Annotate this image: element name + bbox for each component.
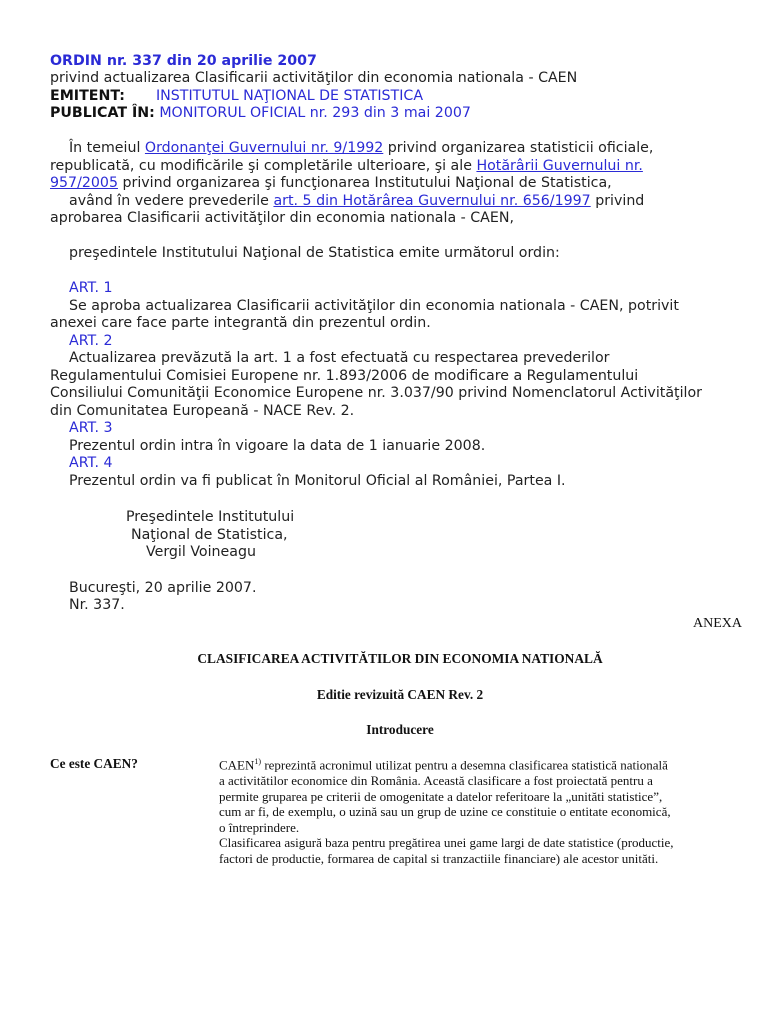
desc-line-4: cum ar fi, de exemplu, o uzină sau un grup de uzine ce constituie o entitate economică, — [219, 804, 671, 820]
preamble-text: republicată, cu modificările şi completările ulterioare, şi ale — [50, 158, 477, 174]
art2-text-3: Consiliului Comunităţii Economice Europene nr. 3.037/90 privind Nomenclatorul Activităţilor — [50, 385, 702, 401]
preamble-text: privind organizarea şi funcţionarea Institutului Naţional de Statistica, — [117, 175, 612, 191]
desc-line-1 — [219, 754, 749, 773]
question-caen: Ce este CAEN? — [50, 756, 138, 771]
desc-line-7: factori de productie, formarea de capital si tranzactiile financiare) ale acestor unităti. — [219, 850, 659, 866]
order-subtitle: privind actualizarea Clasificarii activităţilor din economia nationala - CAEN — [50, 70, 578, 86]
signature-line-2: Naţional de Statistica, — [131, 527, 288, 543]
art2-text-4: din Comunitatea Europeană - NACE Rev. 2. — [50, 403, 355, 419]
desc-line-2: a activitătilor economice din România. Această clasificare a fost proiectată pentru a — [219, 772, 653, 788]
preamble-text: având în vedere prevederile — [69, 193, 274, 209]
art1-text-2: anexei care face parte integrantă din prezentul ordin. — [50, 315, 431, 331]
art3-text: Prezentul ordin intra în vigoare la data de 1 ianuarie 2008. — [69, 438, 486, 454]
preamble-line-2 — [50, 158, 750, 175]
annex-title: CLASIFICAREA ACTIVITĂTILOR DIN ECONOMIA NATIONALĂ — [197, 651, 603, 666]
link-hg-957-2005-cont[interactable]: 957/2005 — [50, 175, 118, 191]
link-art5-hg-656-1997[interactable]: art. 5 din Hotărârea Guvernului nr. 656/1997 — [273, 193, 591, 209]
preamble-text: În temeiul — [69, 140, 145, 156]
preamble-line-4 — [50, 193, 768, 210]
link-ordonanta-9-1992[interactable]: Ordonanţei Guvernului nr. 9/1992 — [144, 140, 384, 156]
desc-line-3: permite gruparea pe criterii de omogenitate a datelor referitoare la „unităti statistice”, — [219, 788, 663, 804]
emitent-row — [50, 88, 750, 105]
publicat-row — [50, 105, 750, 122]
preamble-line-6: preşedintele Institutului Naţional de Statistica emite următorul ordin: — [69, 245, 560, 261]
annex-label: ANEXA — [693, 616, 742, 631]
desc-line-5: o întreprindere. — [219, 819, 300, 835]
signature-line-1: Preşedintele Institutului — [126, 509, 295, 525]
art4-label: ART. 4 — [69, 455, 113, 471]
publicat-label: PUBLICAT ÎN: — [50, 105, 155, 121]
preamble-text: privind — [590, 193, 645, 209]
emitent-value: INSTITUTUL NAŢIONAL DE STATISTICA — [156, 88, 424, 104]
annex-intro-heading: Introducere — [366, 722, 434, 737]
desc-line-6: Clasificarea asigură baza pentru pregătirea unei game largi de date statistice (productie, — [219, 835, 674, 851]
order-title — [50, 53, 750, 70]
footnote-marker: 1) — [254, 757, 262, 766]
place-date: Bucureşti, 20 aprilie 2007. — [69, 580, 257, 596]
art2-text-2: Regulamentului Comisiei Europene nr. 1.893/2006 de modificare a Regulamentului — [50, 368, 639, 384]
publicat-value: MONITORUL OFICIAL nr. 293 din 3 mai 2007 — [159, 105, 471, 121]
caen-word: CAEN — [219, 757, 255, 773]
preamble-line-1 — [50, 140, 768, 157]
link-hg-957-2005[interactable]: Hotărârii Guvernului nr. — [476, 158, 643, 174]
art4-text: Prezentul ordin va fi publicat în Monitorul Oficial al României, Partea I. — [69, 473, 566, 489]
preamble-line-3 — [50, 175, 750, 192]
art1-label: ART. 1 — [69, 280, 113, 296]
desc-text: reprezintă acronimul utilizat pentru a desemna clasificarea statistică natională — [261, 757, 668, 773]
preamble-text: privind organizarea statisticii oficiale, — [383, 140, 654, 156]
annex-edition: Editie revizuită CAEN Rev. 2 — [316, 687, 484, 702]
order-number: Nr. 337. — [69, 597, 125, 613]
art2-text-1: Actualizarea prevăzută la art. 1 a fost efectuată cu respectarea prevederilor — [69, 350, 610, 366]
order-title-text: ORDIN nr. 337 din 20 aprilie 2007 — [50, 53, 317, 69]
signature-name: Vergil Voineagu — [146, 544, 256, 560]
caen-description — [219, 754, 749, 866]
preamble-line-5: aprobarea Clasificarii activităţilor din economia nationala - CAEN, — [50, 210, 514, 226]
art1-text-1: Se aproba actualizarea Clasificarii activităţilor din economia nationala - CAEN, potrivit — [69, 298, 679, 314]
emitent-label: EMITENT: — [50, 88, 125, 104]
art2-label: ART. 2 — [69, 333, 113, 349]
art3-label: ART. 3 — [69, 420, 113, 436]
